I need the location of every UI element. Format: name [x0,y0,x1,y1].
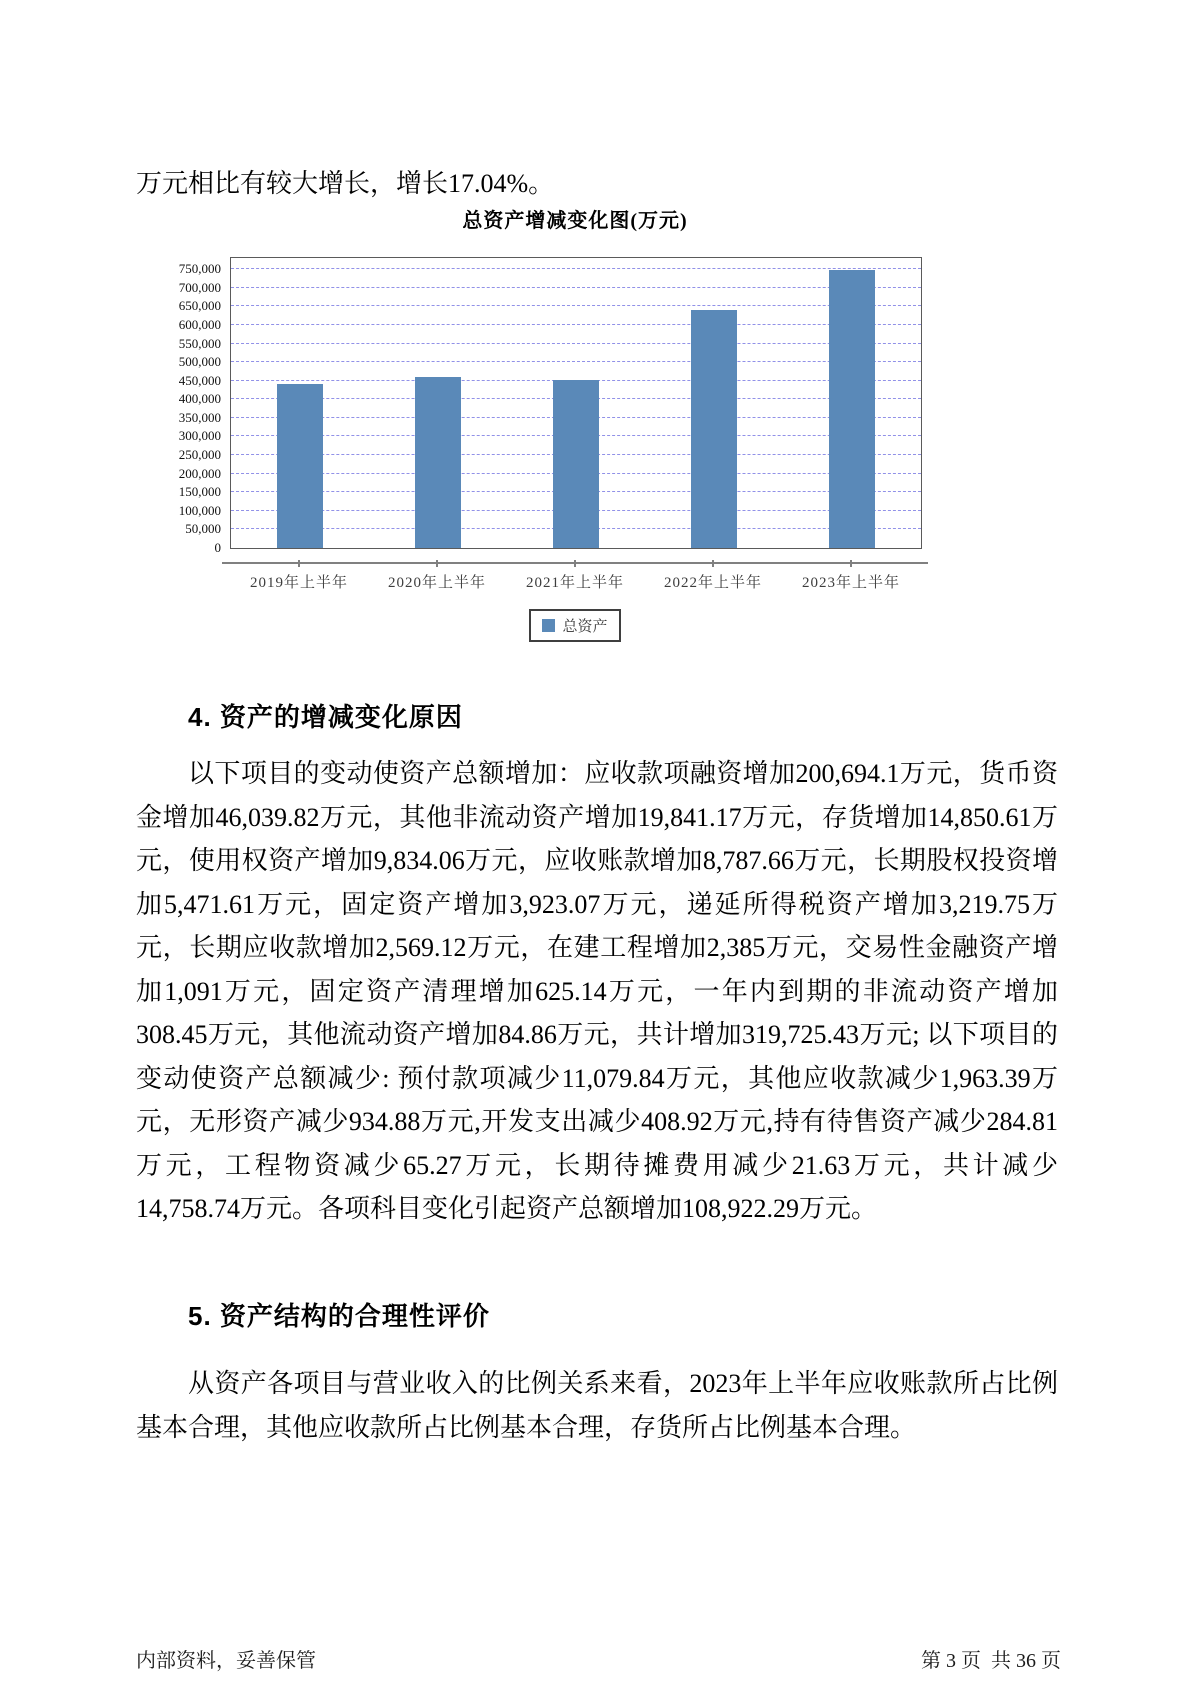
gridline [231,324,921,325]
gridline [231,287,921,288]
y-tick-label: 500,000 [178,354,221,370]
x-tick-label: 2019年上半年 [249,575,348,591]
y-tick-label: 250,000 [178,447,221,463]
y-tick-label: 0 [214,540,221,555]
gridline [231,361,921,362]
plot-row [150,257,1000,555]
footer-confidential-note: 内部资料，妥善保管 [136,1650,316,1672]
y-tick-label: 400,000 [178,391,221,407]
gridline [231,268,921,269]
total-assets-chart [150,204,1000,642]
legend-swatch-icon [542,619,555,632]
bar [691,310,737,548]
y-tick-label: 600,000 [178,316,221,332]
x-tick-label: 2020年上半年 [387,575,486,591]
x-tick [574,560,576,567]
gridline [231,305,921,306]
y-tick-label: 550,000 [178,335,221,351]
y-axis-labels [150,257,230,555]
y-tick-label: 750,000 [178,261,221,277]
bar [277,384,323,548]
x-tick-label: 2023年上半年 [801,575,900,591]
x-axis-line [222,562,928,564]
chart-title: 总资产增减变化图(万元) [462,210,688,232]
footer-page-number: 第 3 页 共 36 页 [921,1650,1061,1672]
legend-wrap [230,609,920,642]
legend-label: 总资产 [562,619,608,635]
y-tick-label: 200,000 [178,465,221,481]
plot-area [230,257,922,549]
x-tick [436,560,438,567]
bar [553,380,599,548]
section-5-heading: 5. 资产结构的合理性评价 [188,1301,490,1331]
intro-text: 万元相比有较大增长，增长17.04%。 [136,169,555,198]
gridline [231,343,921,344]
y-tick-label: 100,000 [178,502,221,518]
y-tick-label: 700,000 [178,279,221,295]
y-tick-label: 300,000 [178,428,221,444]
legend [529,609,620,642]
bar [415,377,461,548]
x-tick [850,560,852,567]
y-tick-label: 350,000 [178,409,221,425]
section-4-heading: 4. 资产的增减变化原因 [188,702,463,732]
section-4-paragraph: 以下项目的变动使资产总额增加：应收款项融资增加200,694.1万元，货币资金增加46,039.82万元，其他非流动资产增加19,841.17万元，存货增加14,850.61万元，使用权资产增加9,834.06万元，应收账款增加8,787.66万元，长期股权投资增加5,471.61万元，固定资产增加3,923.07万元，递延所得税资产增加3,219.75万元，长期应收款增加2,569.12万元，在建工程增加2,385万元，交易性金融资产增加1,091万元，固定资产清理增加625.14万元，一年内到期的非流动资产增加308.45万元，其他流动资产增加84.86万元，共计增加319,725.43万元; 以下项目的变动使资产总额减少: 预付款项减少11,079.84万元，其他应收款减少1,963.39万元，无形资产减少934.88万元,开发支出减少408.92万元,持有待售资产减少284.81万元，工程物资减少65.27万元，长期待摊费用减少21.63万元，共计减少14,758.74万元。各项科目变化引起资产总额增加108,922.29万元。 [136,759,1058,1223]
y-tick-label: 450,000 [178,372,221,388]
y-tick-label: 50,000 [185,521,221,537]
x-tick-label: 2021年上半年 [525,575,624,591]
bar [829,270,875,548]
section-5-paragraph: 从资产各项目与营业收入的比例关系来看，2023年上半年应收账款所占比例基本合理，其他应收款所占比例基本合理，存货所占比例基本合理。 [136,1369,1058,1442]
y-tick-label: 150,000 [178,484,221,500]
x-tick [712,560,714,567]
x-axis-labels [230,571,920,592]
y-tick-label: 650,000 [178,298,221,314]
x-tick [298,560,300,567]
x-tick-label: 2022年上半年 [663,575,762,591]
